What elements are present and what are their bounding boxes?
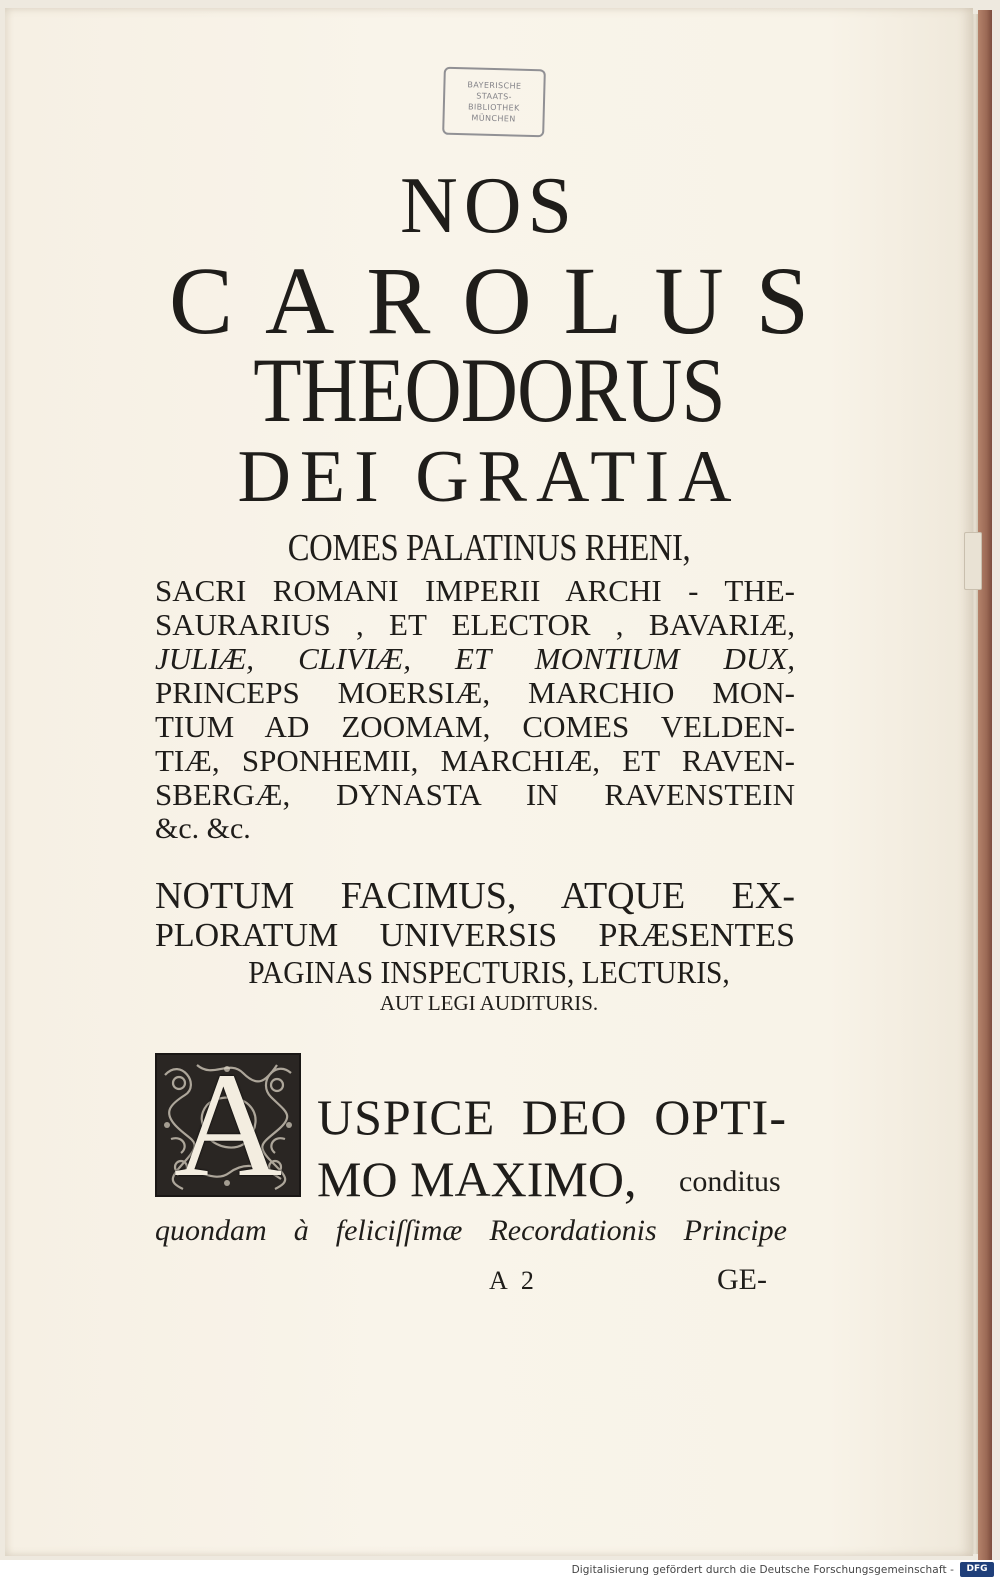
- title-etc: &c. &c.: [155, 812, 251, 845]
- title-line: SBERGÆ, DYNASTA IN RAVENSTEIN: [155, 777, 795, 812]
- body-line-rest: conditus: [679, 1165, 781, 1198]
- stamp-line: BAYERISCHE: [467, 80, 522, 91]
- title-line: SAURARIUS , ET ELECTOR , BAVARIÆ,: [155, 607, 795, 642]
- book-binding: [978, 10, 992, 1560]
- body-line: quondam à feliciſſimæ Recordationis Principe: [155, 1214, 787, 1247]
- title-line: TIÆ, SPONHEMII, MARCHIÆ, ET RAVEN-: [155, 743, 795, 778]
- title-line: PRINCEPS MOERSIÆ, MARCHIO MON-: [155, 675, 795, 710]
- signature-mark: A 2: [489, 1266, 538, 1295]
- library-stamp: [442, 67, 546, 138]
- heading-nos: NOS: [399, 162, 579, 250]
- stamp-line: BIBLIOTHEK: [467, 102, 520, 113]
- heading-carolus: CAROLUS: [168, 247, 842, 354]
- body-line: USPICE DEO OPTI-: [317, 1089, 787, 1145]
- notum-line: AUT LEGI AUDITURIS.: [379, 991, 599, 1015]
- body-line-caps: MO MAXIMO,: [317, 1151, 637, 1207]
- decorated-initial: [155, 1053, 301, 1197]
- title-comes-palatinus: COMES PALATINUS RHENI,: [287, 527, 691, 569]
- notum-line: PAGINAS INSPECTURIS, LECTURIS,: [248, 954, 730, 990]
- notum-line: PLORATUM UNIVERSIS PRÆSENTES: [155, 917, 795, 954]
- notum-line: NOTUM FACIMUS, ATQUE EX-: [155, 875, 795, 917]
- heading-dei-gratia: DEI GRATIA: [237, 436, 741, 518]
- title-line: SACRI ROMANI IMPERII ARCHI - THE-: [155, 573, 795, 608]
- initial-letter: A: [173, 1053, 283, 1197]
- heading-theodorus: THEODORUS: [253, 339, 725, 441]
- catchword: GE-: [717, 1263, 767, 1296]
- stamp-line: MÜNCHEN: [471, 113, 516, 124]
- title-line: JULIÆ, CLIVIÆ, ET MONTIUM DUX,: [155, 641, 795, 676]
- dfg-logo-badge: DFG: [960, 1562, 994, 1577]
- page-tab-mark: [964, 532, 982, 590]
- credit-text: Digitalisierung gefördert durch die Deutsche Forschungsgemeinschaft -: [571, 1564, 954, 1576]
- title-line: TIUM AD ZOOMAM, COMES VELDEN-: [155, 709, 795, 744]
- book-page: [5, 8, 973, 1556]
- stamp-line: STAATS-: [476, 91, 513, 102]
